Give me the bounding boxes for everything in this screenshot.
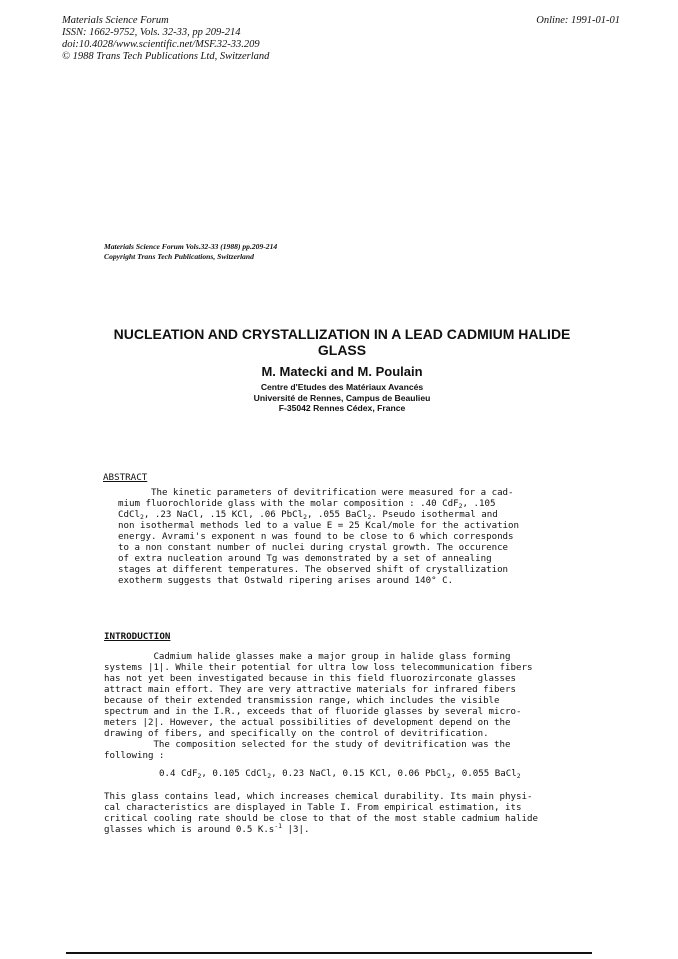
affiliation — [95, 382, 589, 414]
text-line: because of their extended transmission range, which includes the visible — [104, 696, 500, 706]
text-line: systems |1|. While their potential for ultra low loss telecommunication fibers — [104, 663, 533, 673]
text-line: critical cooling rate should be close to that of the most stable cadmium halide — [104, 814, 539, 824]
text-line: non isothermal methods led to a value E = 25 Kcal/mole for the activation — [118, 521, 520, 531]
running-header — [62, 15, 269, 63]
text-line: The composition selected for the study of devitrification was the — [104, 740, 511, 750]
text-line: Cadmium halide glasses make a major group in halide glass forming — [104, 652, 511, 662]
journal-copyright-line: Copyright Trans Tech Publications, Switzerland — [104, 252, 254, 261]
authors: M. Matecki and M. Poulain — [261, 364, 423, 379]
text-line: meters |2|. However, the actual possibilities of development depend on the — [104, 718, 511, 728]
text-line: 0.4 CdF$_2$, 0.105 CdCl$_2$, 0.23 NaCl, 0.15 KCl, 0.06 PbCl$_2$, 0.055 BaCl$_2$ — [159, 769, 521, 780]
doi-line: doi:10.4028/www.scientific.net/MSF.32-33.209 — [62, 39, 260, 50]
online-date: Online: 1991-01-01 — [536, 15, 620, 26]
text-line: of extra nucleation around Tg was demonstrated by a set of annealing — [118, 554, 492, 564]
text-line: following : — [104, 751, 165, 761]
affiliation-line: Université de Rennes, Campus de Beaulieu — [253, 392, 431, 403]
text-line: glasses which is around 0.5 $K.s^{-1}$ |3|. — [104, 822, 310, 835]
introduction-body — [104, 652, 533, 762]
text-line: to a non constant number of nuclei during crystal growth. The occurence — [118, 543, 509, 553]
text-line: This glass contains lead, which increases chemical durability. Its main physi- — [104, 792, 533, 802]
paper-title — [95, 326, 589, 358]
affiliation-line: Centre d'Etudes des Matériaux Avancés — [260, 382, 424, 392]
journal-name: Materials Science Forum — [62, 15, 169, 26]
text-line: CdCl$_2$, .23 NaCl, .15 KCl, .06 PbCl$_2$, .055 BaCl$_2$. Pseudo isothermal and — [118, 510, 498, 521]
text-line: mium fluorochloride glass with the molar composition : .40 CdF$_2$, .105 — [118, 499, 496, 510]
introduction-heading: INTRODUCTION — [104, 631, 171, 642]
affiliation-line: F-35042 Rennes Cédex, France — [278, 403, 406, 413]
text-line: attract main effort. They are very attractive materials for infrared fibers — [104, 685, 517, 695]
composition-formula — [159, 769, 521, 780]
text-line: The kinetic parameters of devitrification were measured for a cad- — [118, 488, 514, 498]
text-line: drawing of fibers, and specifically on the control of devitrification. — [104, 729, 489, 739]
bottom-rule — [66, 952, 592, 954]
text-line: stages at different temperatures. The observed shift of crystallization — [118, 565, 509, 575]
title-line-2: GLASS — [317, 342, 367, 358]
text-line: energy. Avrami's exponent n was found to be close to 6 which corresponds — [118, 532, 514, 542]
issn-line: ISSN: 1662-9752, Vols. 32-33, pp 209-214 — [62, 27, 241, 38]
text-line: exotherm suggests that Ostwald ripering arises around 140° C. — [118, 576, 454, 586]
title-line-1: NUCLEATION AND CRYSTALLIZATION IN A LEAD CADMIUM HALIDE — [113, 326, 571, 342]
abstract-heading: ABSTRACT — [103, 472, 148, 483]
copyright-line: © 1988 Trans Tech Publications Ltd, Switzerland — [62, 51, 270, 62]
introduction-body-continued — [104, 792, 538, 836]
text-line: spectrum and in the I.R., exceeds that of fluoride glasses by several micro- — [104, 707, 522, 717]
abstract-body — [118, 488, 519, 587]
text-line: has not yet been investigated because in this field fluorozirconate glasses — [104, 674, 517, 684]
journal-reference-line: Materials Science Forum Vols.32-33 (1988) pp.209-214 — [104, 242, 278, 251]
journal-reference — [104, 242, 277, 262]
text-line: cal characteristics are displayed in Table I. From empirical estimation, its — [104, 803, 522, 813]
